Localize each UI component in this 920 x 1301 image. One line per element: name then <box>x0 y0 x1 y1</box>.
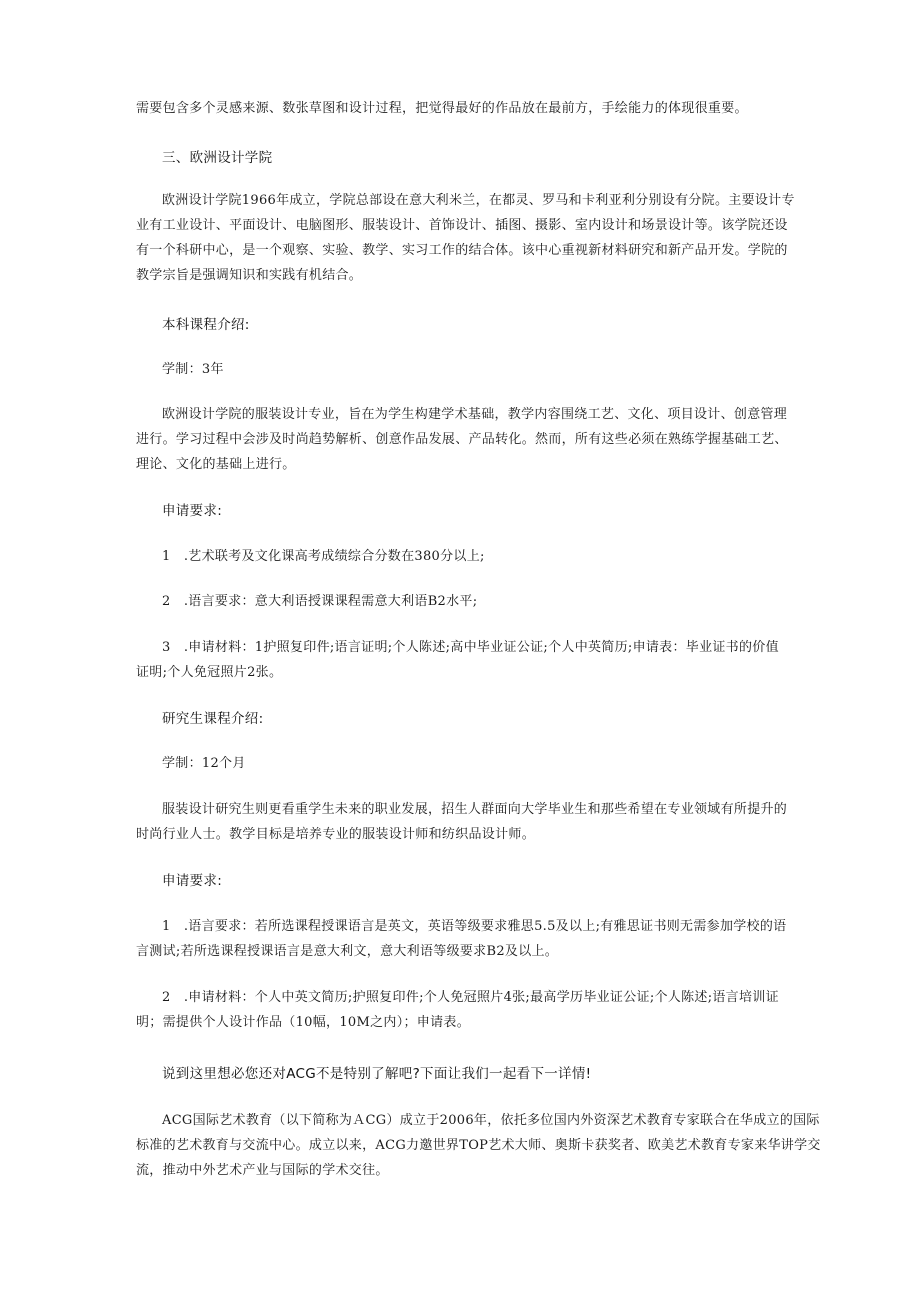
requirement-item: 1 .艺术联考及文化课高考成绩综合分数在380分以上; <box>162 549 485 564</box>
grad-title: 研究生课程介绍: <box>162 711 264 727</box>
paragraph-line: ACG国际艺术教育（以下简称为ＡCG）成立于2006年，依托多位国内外资深艺术教育专家联合在华成立的国际 <box>162 1113 820 1128</box>
paragraph-line: 进行。学习过程中会涉及时尚趋势解析、创意作品发展、产品转化。然而，所有这些必须在熟练学握基础工艺、 <box>136 432 788 447</box>
paragraph-line: 欧洲设计学院1966年成立，学院总部设在意大利米兰，在都灵、罗马和卡利亚利分别设有分院。主要设计专 <box>162 193 795 208</box>
requirement-item: 证明;个人免冠照片2张。 <box>136 665 283 680</box>
requirement-item: 3 .申请材料：1护照复印件;语言证明;个人陈述;高中毕业证公证;个人中英简历;申请表：毕业证书的价值 <box>162 640 779 655</box>
requirement-item: 明；需提供个人设计作品（10幅，10M之内）；申请表。 <box>136 1015 470 1030</box>
paragraph-line: 理论、文化的基础上进行。 <box>136 457 296 472</box>
requirement-item: 2 .语言要求：意大利语授课课程需意大利语B2水平; <box>162 594 478 609</box>
paragraph-line: 服装设计研究生则更看重学生未来的职业发展，招生人群面向大学毕业生和那些希望在专业领域有所提升的 <box>162 802 788 817</box>
paragraph-line: 时尚行业人士。教学目标是培养专业的服装设计师和纺织品设计师。 <box>136 827 536 842</box>
undergrad-duration: 学制：3年 <box>162 362 224 377</box>
requirements-title: 申请要求: <box>162 503 223 519</box>
section-title: 三、欧洲设计学院 <box>162 150 273 166</box>
paragraph-line: 标准的艺术教育与交流中心。成立以来，ACG力邀世界TOP艺术大师、奥斯卡获奖者、欧美艺术教育专家来华讲学交 <box>136 1138 821 1153</box>
paragraph-line: 有一个科研中心，是一个观察、实验、教学、实习工作的结合体。该中心重视新材料研究和新产品开发。学院的 <box>136 243 788 258</box>
paragraph-line: 需要包含多个灵感来源、数张草图和设计过程，把觉得最好的作品放在最前方，手绘能力的体现很重要。 <box>136 101 748 116</box>
paragraph-line: 教学宗旨是强调知识和实践有机结合。 <box>136 268 363 283</box>
undergrad-title: 本科课程介绍: <box>162 317 250 333</box>
paragraph-line: 流，推动中外艺术产业与国际的学术交往。 <box>136 1163 389 1178</box>
requirement-item: 2 .申请材料：个人中英文简历;护照复印件;个人免冠照片4张;最高学历毕业证公证;个人陈述;语言培训证 <box>162 990 779 1005</box>
requirement-item: 1 .语言要求：若所选课程授课语言是英文，英语等级要求雅思5.5及以上;有雅思证书则无需参加学校的语 <box>162 919 787 934</box>
grad-duration: 学制：12个月 <box>162 756 246 771</box>
acg-title: 说到这里想必您还对ACG不是特别了解吧?下面让我们一起看下一详情! <box>162 1066 592 1082</box>
requirement-item: 言测试;若所选课程授课语言是意大利文，意大利语等级要求B2及以上。 <box>136 944 559 959</box>
requirements-title: 申请要求: <box>162 873 223 889</box>
paragraph-line: 业有工业设计、平面设计、电脑图形、服装设计、首饰设计、插图、摄影、室内设计和场景设计等。该学院还设 <box>136 218 788 233</box>
paragraph-line: 欧洲设计学院的服装设计专业，旨在为学生构建学术基础，教学内容围绕工艺、文化、项目设计、创意管理 <box>162 407 788 422</box>
